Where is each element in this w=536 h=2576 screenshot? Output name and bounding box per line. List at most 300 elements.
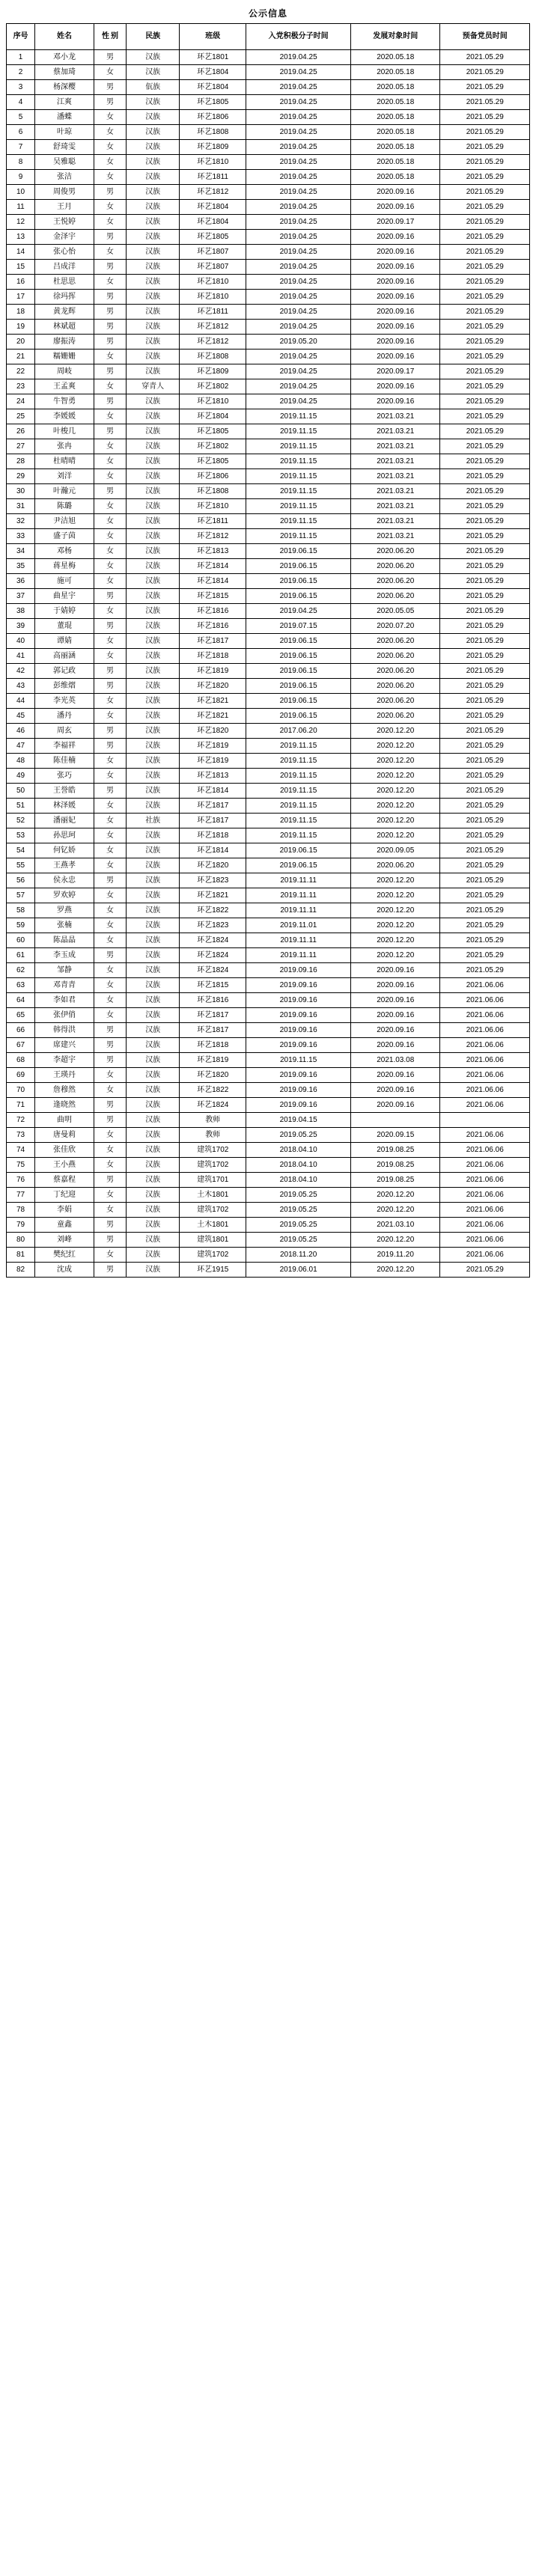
cell-development-date: 2020.09.16 bbox=[351, 963, 440, 978]
cell-seq: 43 bbox=[7, 679, 35, 694]
cell-nationality: 汉族 bbox=[127, 1203, 180, 1218]
cell-probationary-date: 2021.05.29 bbox=[440, 350, 530, 364]
cell-activist-date: 2019.11.15 bbox=[246, 769, 351, 784]
cell-class: 环艺1824 bbox=[180, 963, 246, 978]
cell-name: 沈成 bbox=[35, 1263, 94, 1278]
cell-activist-date: 2019.11.11 bbox=[246, 933, 351, 948]
cell-class: 环艺1813 bbox=[180, 769, 246, 784]
cell-activist-date: 2019.09.16 bbox=[246, 963, 351, 978]
cell-name: 李福祥 bbox=[35, 739, 94, 754]
table-header-row bbox=[7, 24, 530, 50]
table-row bbox=[7, 529, 530, 544]
cell-name: 杜思思 bbox=[35, 275, 94, 290]
cell-seq: 47 bbox=[7, 739, 35, 754]
cell-nationality: 汉族 bbox=[127, 993, 180, 1008]
cell-seq: 17 bbox=[7, 290, 35, 305]
table-row bbox=[7, 335, 530, 350]
cell-sex: 男 bbox=[94, 739, 126, 754]
cell-class: 环艺1807 bbox=[180, 245, 246, 260]
cell-activist-date: 2019.11.11 bbox=[246, 903, 351, 918]
cell-activist-date: 2019.06.15 bbox=[246, 709, 351, 724]
cell-nationality: 汉族 bbox=[127, 858, 180, 873]
cell-class: 环艺1802 bbox=[180, 379, 246, 394]
cell-sex: 男 bbox=[94, 230, 126, 245]
cell-seq: 61 bbox=[7, 948, 35, 963]
cell-seq: 69 bbox=[7, 1068, 35, 1083]
cell-name: 林泽媛 bbox=[35, 799, 94, 814]
table-row bbox=[7, 65, 530, 80]
cell-sex: 女 bbox=[94, 514, 126, 529]
cell-seq: 74 bbox=[7, 1143, 35, 1158]
cell-seq: 33 bbox=[7, 529, 35, 544]
cell-development-date: 2020.06.20 bbox=[351, 589, 440, 604]
cell-probationary-date: 2021.05.29 bbox=[440, 125, 530, 140]
cell-seq: 81 bbox=[7, 1248, 35, 1263]
cell-nationality: 汉族 bbox=[127, 110, 180, 125]
cell-development-date: 2020.12.20 bbox=[351, 1233, 440, 1248]
table-row bbox=[7, 155, 530, 170]
cell-sex: 女 bbox=[94, 499, 126, 514]
cell-nationality: 汉族 bbox=[127, 1143, 180, 1158]
cell-sex: 女 bbox=[94, 1248, 126, 1263]
cell-activist-date: 2019.11.11 bbox=[246, 873, 351, 888]
cell-development-date: 2020.09.16 bbox=[351, 320, 440, 335]
cell-nationality: 汉族 bbox=[127, 200, 180, 215]
cell-activist-date: 2018.11.20 bbox=[246, 1248, 351, 1263]
cell-seq: 50 bbox=[7, 784, 35, 799]
cell-probationary-date: 2021.05.29 bbox=[440, 379, 530, 394]
cell-development-date: 2020.07.20 bbox=[351, 619, 440, 634]
cell-development-date: 2020.09.16 bbox=[351, 1098, 440, 1113]
cell-nationality: 社族 bbox=[127, 814, 180, 828]
cell-sex: 男 bbox=[94, 1023, 126, 1038]
cell-activist-date: 2019.06.15 bbox=[246, 544, 351, 559]
cell-sex: 男 bbox=[94, 1053, 126, 1068]
table-row bbox=[7, 784, 530, 799]
cell-class: 环艺1811 bbox=[180, 514, 246, 529]
cell-activist-date: 2019.11.15 bbox=[246, 469, 351, 484]
table-row bbox=[7, 679, 530, 694]
cell-name: 陈佳楠 bbox=[35, 754, 94, 769]
cell-nationality: 汉族 bbox=[127, 739, 180, 754]
cell-nationality: 汉族 bbox=[127, 769, 180, 784]
cell-sex: 男 bbox=[94, 394, 126, 409]
cell-activist-date: 2019.06.15 bbox=[246, 679, 351, 694]
cell-class: 环艺1819 bbox=[180, 1053, 246, 1068]
cell-nationality: 汉族 bbox=[127, 1248, 180, 1263]
cell-development-date: 2020.09.16 bbox=[351, 185, 440, 200]
cell-name: 蒋星梅 bbox=[35, 559, 94, 574]
cell-seq: 46 bbox=[7, 724, 35, 739]
table-row bbox=[7, 245, 530, 260]
cell-name: 周岐 bbox=[35, 364, 94, 379]
cell-activist-date: 2019.04.25 bbox=[246, 230, 351, 245]
cell-name: 曲星宇 bbox=[35, 589, 94, 604]
cell-development-date: 2020.09.15 bbox=[351, 1128, 440, 1143]
cell-sex: 男 bbox=[94, 1098, 126, 1113]
cell-probationary-date: 2021.05.29 bbox=[440, 364, 530, 379]
cell-activist-date: 2019.04.25 bbox=[246, 125, 351, 140]
cell-name: 席建兴 bbox=[35, 1038, 94, 1053]
cell-class: 建筑1801 bbox=[180, 1233, 246, 1248]
cell-probationary-date: 2021.05.29 bbox=[440, 110, 530, 125]
table-row bbox=[7, 290, 530, 305]
cell-sex: 女 bbox=[94, 1068, 126, 1083]
table-row bbox=[7, 1008, 530, 1023]
table-row bbox=[7, 933, 530, 948]
cell-seq: 40 bbox=[7, 634, 35, 649]
cell-seq: 76 bbox=[7, 1173, 35, 1188]
cell-activist-date: 2019.09.16 bbox=[246, 1083, 351, 1098]
cell-nationality: 汉族 bbox=[127, 888, 180, 903]
cell-development-date: 2021.03.21 bbox=[351, 424, 440, 439]
cell-development-date: 2020.06.20 bbox=[351, 858, 440, 873]
table-row bbox=[7, 125, 530, 140]
cell-nationality: 汉族 bbox=[127, 559, 180, 574]
cell-probationary-date: 2021.06.06 bbox=[440, 1233, 530, 1248]
cell-development-date: 2020.09.16 bbox=[351, 978, 440, 993]
cell-name: 牛智勇 bbox=[35, 394, 94, 409]
cell-seq: 75 bbox=[7, 1158, 35, 1173]
table-body bbox=[7, 50, 530, 1278]
cell-activist-date: 2019.11.15 bbox=[246, 529, 351, 544]
cell-class: 环艺1822 bbox=[180, 903, 246, 918]
cell-sex: 女 bbox=[94, 529, 126, 544]
cell-probationary-date: 2021.05.29 bbox=[440, 664, 530, 679]
table-row bbox=[7, 275, 530, 290]
cell-sex: 男 bbox=[94, 589, 126, 604]
column-header-probationary-date: 预备党员时间 bbox=[440, 24, 530, 50]
cell-seq: 1 bbox=[7, 50, 35, 65]
cell-seq: 12 bbox=[7, 215, 35, 230]
cell-class: 建筑1701 bbox=[180, 1173, 246, 1188]
cell-probationary-date bbox=[440, 1113, 530, 1128]
cell-activist-date: 2019.09.16 bbox=[246, 1098, 351, 1113]
cell-development-date: 2020.09.05 bbox=[351, 843, 440, 858]
cell-name: 叶梭几 bbox=[35, 424, 94, 439]
cell-activist-date: 2019.11.11 bbox=[246, 888, 351, 903]
cell-probationary-date: 2021.05.29 bbox=[440, 814, 530, 828]
cell-sex: 男 bbox=[94, 873, 126, 888]
cell-development-date: 2020.12.20 bbox=[351, 933, 440, 948]
cell-development-date: 2020.12.20 bbox=[351, 769, 440, 784]
column-header-seq: 序号 bbox=[7, 24, 35, 50]
cell-development-date: 2021.03.21 bbox=[351, 499, 440, 514]
table-row bbox=[7, 320, 530, 335]
cell-class: 环艺1816 bbox=[180, 993, 246, 1008]
cell-name: 潘丹 bbox=[35, 709, 94, 724]
cell-probationary-date: 2021.05.29 bbox=[440, 454, 530, 469]
cell-probationary-date: 2021.05.29 bbox=[440, 469, 530, 484]
cell-nationality: 汉族 bbox=[127, 1083, 180, 1098]
cell-class: 建筑1702 bbox=[180, 1203, 246, 1218]
cell-name: 蔡嘉程 bbox=[35, 1173, 94, 1188]
cell-name: 陈璐 bbox=[35, 499, 94, 514]
cell-sex: 女 bbox=[94, 1083, 126, 1098]
cell-seq: 65 bbox=[7, 1008, 35, 1023]
cell-activist-date: 2018.04.10 bbox=[246, 1143, 351, 1158]
cell-seq: 79 bbox=[7, 1218, 35, 1233]
cell-development-date: 2020.05.18 bbox=[351, 140, 440, 155]
cell-seq: 26 bbox=[7, 424, 35, 439]
cell-development-date: 2020.09.16 bbox=[351, 1023, 440, 1038]
cell-development-date: 2021.03.21 bbox=[351, 469, 440, 484]
cell-name: 施可 bbox=[35, 574, 94, 589]
cell-development-date: 2020.09.16 bbox=[351, 260, 440, 275]
cell-development-date: 2020.09.16 bbox=[351, 993, 440, 1008]
cell-activist-date: 2019.11.15 bbox=[246, 1053, 351, 1068]
cell-nationality: 汉族 bbox=[127, 1188, 180, 1203]
cell-probationary-date: 2021.05.29 bbox=[440, 155, 530, 170]
column-header-class: 班级 bbox=[180, 24, 246, 50]
cell-nationality: 汉族 bbox=[127, 469, 180, 484]
cell-name: 陈晶晶 bbox=[35, 933, 94, 948]
cell-class: 环艺1821 bbox=[180, 709, 246, 724]
cell-activist-date: 2019.11.15 bbox=[246, 424, 351, 439]
cell-activist-date: 2019.09.16 bbox=[246, 1038, 351, 1053]
cell-nationality: 汉族 bbox=[127, 50, 180, 65]
cell-development-date: 2020.12.20 bbox=[351, 918, 440, 933]
cell-activist-date: 2019.05.25 bbox=[246, 1128, 351, 1143]
cell-probationary-date: 2021.06.06 bbox=[440, 1248, 530, 1263]
table-row bbox=[7, 1083, 530, 1098]
cell-seq: 49 bbox=[7, 769, 35, 784]
cell-name: 逢晓然 bbox=[35, 1098, 94, 1113]
cell-probationary-date: 2021.05.29 bbox=[440, 649, 530, 664]
cell-nationality: 汉族 bbox=[127, 260, 180, 275]
table-row bbox=[7, 364, 530, 379]
cell-probationary-date: 2021.05.29 bbox=[440, 694, 530, 709]
cell-sex: 男 bbox=[94, 1263, 126, 1278]
cell-activist-date: 2019.11.15 bbox=[246, 799, 351, 814]
cell-sex: 女 bbox=[94, 828, 126, 843]
cell-sex: 女 bbox=[94, 1008, 126, 1023]
cell-probationary-date: 2021.05.29 bbox=[440, 799, 530, 814]
cell-sex: 女 bbox=[94, 1203, 126, 1218]
table-row bbox=[7, 1263, 530, 1278]
cell-probationary-date: 2021.05.29 bbox=[440, 260, 530, 275]
cell-activist-date: 2019.06.15 bbox=[246, 694, 351, 709]
table-row bbox=[7, 843, 530, 858]
column-header-activist-date: 入党积极分子时间 bbox=[246, 24, 351, 50]
cell-activist-date: 2019.11.15 bbox=[246, 784, 351, 799]
cell-class: 环艺1820 bbox=[180, 724, 246, 739]
cell-class: 环艺1822 bbox=[180, 1083, 246, 1098]
cell-class: 环艺1818 bbox=[180, 828, 246, 843]
cell-class: 环艺1811 bbox=[180, 170, 246, 185]
cell-development-date: 2020.12.20 bbox=[351, 814, 440, 828]
cell-name: 王悦婷 bbox=[35, 215, 94, 230]
table-row bbox=[7, 993, 530, 1008]
cell-probationary-date: 2021.05.29 bbox=[440, 619, 530, 634]
cell-sex: 男 bbox=[94, 1113, 126, 1128]
cell-activist-date: 2019.04.25 bbox=[246, 290, 351, 305]
cell-sex: 女 bbox=[94, 454, 126, 469]
cell-class: 环艺1808 bbox=[180, 125, 246, 140]
cell-sex: 男 bbox=[94, 1218, 126, 1233]
cell-name: 邓小龙 bbox=[35, 50, 94, 65]
column-header-sex bbox=[94, 24, 126, 50]
cell-activist-date: 2017.06.20 bbox=[246, 724, 351, 739]
cell-development-date: 2019.08.25 bbox=[351, 1158, 440, 1173]
cell-nationality: 汉族 bbox=[127, 933, 180, 948]
cell-class: 环艺1817 bbox=[180, 634, 246, 649]
cell-nationality: 汉族 bbox=[127, 574, 180, 589]
cell-sex: 女 bbox=[94, 1128, 126, 1143]
cell-probationary-date: 2021.05.29 bbox=[440, 858, 530, 873]
cell-activist-date: 2019.11.15 bbox=[246, 514, 351, 529]
cell-activist-date: 2019.06.15 bbox=[246, 559, 351, 574]
table-row bbox=[7, 305, 530, 320]
cell-sex: 女 bbox=[94, 439, 126, 454]
cell-seq: 13 bbox=[7, 230, 35, 245]
cell-seq: 72 bbox=[7, 1113, 35, 1128]
cell-class: 环艺1821 bbox=[180, 888, 246, 903]
table-row bbox=[7, 873, 530, 888]
cell-name: 张佳欣 bbox=[35, 1143, 94, 1158]
cell-name: 吕成洋 bbox=[35, 260, 94, 275]
cell-name: 吴雅聪 bbox=[35, 155, 94, 170]
cell-sex: 女 bbox=[94, 125, 126, 140]
cell-probationary-date: 2021.05.29 bbox=[440, 903, 530, 918]
cell-probationary-date: 2021.05.29 bbox=[440, 409, 530, 424]
cell-class: 环艺1814 bbox=[180, 559, 246, 574]
table-row bbox=[7, 1068, 530, 1083]
cell-nationality: 汉族 bbox=[127, 290, 180, 305]
cell-seq: 25 bbox=[7, 409, 35, 424]
cell-probationary-date: 2021.05.29 bbox=[440, 574, 530, 589]
cell-class: 环艺1814 bbox=[180, 784, 246, 799]
cell-class: 环艺1812 bbox=[180, 320, 246, 335]
cell-probationary-date: 2021.05.29 bbox=[440, 873, 530, 888]
table-row bbox=[7, 1128, 530, 1143]
cell-class: 环艺1801 bbox=[180, 50, 246, 65]
cell-name: 董琨 bbox=[35, 619, 94, 634]
cell-development-date: 2020.06.20 bbox=[351, 664, 440, 679]
cell-nationality: 汉族 bbox=[127, 484, 180, 499]
cell-development-date: 2020.09.16 bbox=[351, 394, 440, 409]
cell-name: 李玉成 bbox=[35, 948, 94, 963]
cell-development-date: 2021.03.08 bbox=[351, 1053, 440, 1068]
cell-sex: 男 bbox=[94, 484, 126, 499]
cell-sex: 男 bbox=[94, 290, 126, 305]
cell-name: 王小燕 bbox=[35, 1158, 94, 1173]
cell-probationary-date: 2021.05.29 bbox=[440, 185, 530, 200]
cell-seq: 28 bbox=[7, 454, 35, 469]
cell-seq: 6 bbox=[7, 125, 35, 140]
cell-activist-date: 2019.04.25 bbox=[246, 200, 351, 215]
cell-probationary-date: 2021.05.29 bbox=[440, 828, 530, 843]
cell-development-date: 2021.03.10 bbox=[351, 1218, 440, 1233]
cell-nationality: 汉族 bbox=[127, 978, 180, 993]
cell-probationary-date: 2021.05.29 bbox=[440, 424, 530, 439]
cell-sex: 女 bbox=[94, 544, 126, 559]
cell-activist-date: 2019.06.15 bbox=[246, 634, 351, 649]
cell-development-date: 2020.12.20 bbox=[351, 888, 440, 903]
cell-seq: 51 bbox=[7, 799, 35, 814]
cell-name: 唐曼莉 bbox=[35, 1128, 94, 1143]
cell-development-date: 2020.09.16 bbox=[351, 1008, 440, 1023]
cell-seq: 70 bbox=[7, 1083, 35, 1098]
cell-probationary-date: 2021.05.29 bbox=[440, 754, 530, 769]
table-row bbox=[7, 634, 530, 649]
cell-sex: 女 bbox=[94, 918, 126, 933]
table-row bbox=[7, 1098, 530, 1113]
cell-activist-date: 2019.06.15 bbox=[246, 649, 351, 664]
cell-name: 叶瀚元 bbox=[35, 484, 94, 499]
cell-development-date: 2020.05.18 bbox=[351, 170, 440, 185]
cell-nationality: 汉族 bbox=[127, 350, 180, 364]
cell-development-date: 2020.05.18 bbox=[351, 110, 440, 125]
cell-development-date: 2020.12.20 bbox=[351, 1263, 440, 1278]
cell-sex: 女 bbox=[94, 978, 126, 993]
cell-sex: 女 bbox=[94, 888, 126, 903]
table-row bbox=[7, 694, 530, 709]
cell-probationary-date: 2021.05.29 bbox=[440, 245, 530, 260]
cell-seq: 77 bbox=[7, 1188, 35, 1203]
cell-sex: 女 bbox=[94, 694, 126, 709]
cell-nationality: 汉族 bbox=[127, 424, 180, 439]
cell-class: 环艺1814 bbox=[180, 843, 246, 858]
cell-development-date: 2020.06.20 bbox=[351, 694, 440, 709]
cell-seq: 56 bbox=[7, 873, 35, 888]
cell-development-date: 2020.06.20 bbox=[351, 709, 440, 724]
table-row bbox=[7, 769, 530, 784]
cell-development-date: 2020.09.16 bbox=[351, 245, 440, 260]
cell-seq: 63 bbox=[7, 978, 35, 993]
cell-activist-date: 2019.04.25 bbox=[246, 245, 351, 260]
cell-name: 李媛媛 bbox=[35, 409, 94, 424]
table-row bbox=[7, 1203, 530, 1218]
cell-nationality: 汉族 bbox=[127, 409, 180, 424]
cell-development-date: 2020.06.20 bbox=[351, 679, 440, 694]
cell-probationary-date: 2021.06.06 bbox=[440, 1128, 530, 1143]
cell-nationality: 汉族 bbox=[127, 1023, 180, 1038]
cell-activist-date: 2019.04.25 bbox=[246, 379, 351, 394]
cell-seq: 36 bbox=[7, 574, 35, 589]
cell-name: 尹洁旭 bbox=[35, 514, 94, 529]
cell-name: 张冉 bbox=[35, 439, 94, 454]
cell-activist-date: 2019.04.25 bbox=[246, 185, 351, 200]
cell-name: 李如君 bbox=[35, 993, 94, 1008]
cell-class: 环艺1805 bbox=[180, 454, 246, 469]
table-row bbox=[7, 604, 530, 619]
cell-sex: 男 bbox=[94, 679, 126, 694]
table-row bbox=[7, 230, 530, 245]
cell-sex: 女 bbox=[94, 843, 126, 858]
table-row bbox=[7, 110, 530, 125]
table-row bbox=[7, 619, 530, 634]
table-row bbox=[7, 1143, 530, 1158]
cell-class: 环艺1824 bbox=[180, 948, 246, 963]
cell-nationality: 汉族 bbox=[127, 679, 180, 694]
cell-nationality: 汉族 bbox=[127, 1173, 180, 1188]
cell-seq: 78 bbox=[7, 1203, 35, 1218]
cell-class: 环艺1805 bbox=[180, 230, 246, 245]
cell-class: 环艺1820 bbox=[180, 858, 246, 873]
cell-class: 环艺1819 bbox=[180, 754, 246, 769]
cell-probationary-date: 2021.05.29 bbox=[440, 559, 530, 574]
cell-class: 环艺1805 bbox=[180, 95, 246, 110]
cell-name: 李光英 bbox=[35, 694, 94, 709]
cell-name: 张楠 bbox=[35, 918, 94, 933]
cell-development-date: 2020.05.18 bbox=[351, 155, 440, 170]
cell-probationary-date: 2021.05.29 bbox=[440, 679, 530, 694]
cell-development-date: 2020.12.20 bbox=[351, 784, 440, 799]
cell-seq: 45 bbox=[7, 709, 35, 724]
cell-name: 邹静 bbox=[35, 963, 94, 978]
cell-sex: 男 bbox=[94, 95, 126, 110]
